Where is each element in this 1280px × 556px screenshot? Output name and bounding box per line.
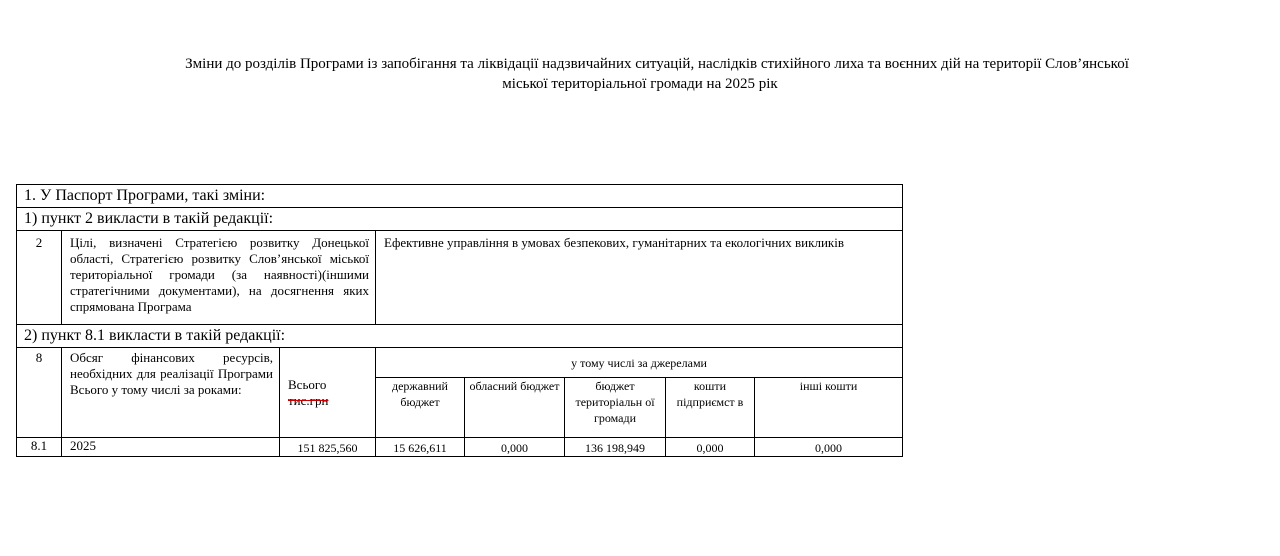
row-8-1-state: 15 626,611: [376, 438, 465, 457]
column-other-funds: інші кошти: [755, 378, 903, 438]
row-2-label: Цілі, визначені Стратегією розвитку Донецької області, Стратегією розвитку Слов’янської міської територіальної громади (за наявності)(іншими стратегічними документами), на досягнення яких спрямована Програма: [62, 231, 376, 325]
column-regional-budget: обласний бюджет: [465, 378, 565, 438]
section-2-subheading: 2) пункт 8.1 викласти в такій редакції:: [17, 325, 903, 348]
row-8-label: Обсяг фінансових ресурсів, необхідних для реалізації Програми Всього у тому числі за роками:: [62, 348, 280, 438]
column-enterprise-funds: кошти підприємст в: [666, 378, 755, 438]
row-8-1-number: 8.1: [17, 438, 62, 457]
changes-table: [16, 184, 903, 457]
section-1-heading: 1. У Паспорт Програми, такі зміни:: [17, 185, 903, 208]
total-header-unit: тис.грн: [288, 392, 329, 408]
sources-header: у тому числі за джерелами: [376, 348, 903, 378]
section-1-subheading: 1) пункт 2 викласти в такій редакції:: [17, 208, 903, 231]
row-2-value: Ефективне управління в умовах безпекових, гуманітарних та екологічних викликів: [376, 231, 903, 325]
row-2-number: 2: [17, 231, 62, 325]
row-8-1-community: 136 198,949: [565, 438, 666, 457]
row-8-1-total: 151 825,560: [280, 438, 376, 457]
column-community-budget: бюджет територіальн ої громади: [565, 378, 666, 438]
row-8-1-regional: 0,000: [465, 438, 565, 457]
total-header-label: Всього: [288, 376, 327, 392]
row-8-1-enterprise: 0,000: [666, 438, 755, 457]
document-title: [0, 54, 1280, 94]
title-line-2: міської територіальної громади на 2025 рік: [502, 76, 778, 92]
row-8-1-year: 2025: [62, 438, 280, 457]
total-header: [280, 348, 376, 438]
title-line-1: Зміни до розділів Програми із запобігання та ліквідації надзвичайних ситуацій, наслідків стихійного лиха та воєнних дій на території Слов’янської: [185, 56, 1129, 72]
row-8-1-other: 0,000: [755, 438, 903, 457]
column-state-budget: державний бюджет: [376, 378, 465, 438]
row-8-number: 8: [17, 348, 62, 438]
